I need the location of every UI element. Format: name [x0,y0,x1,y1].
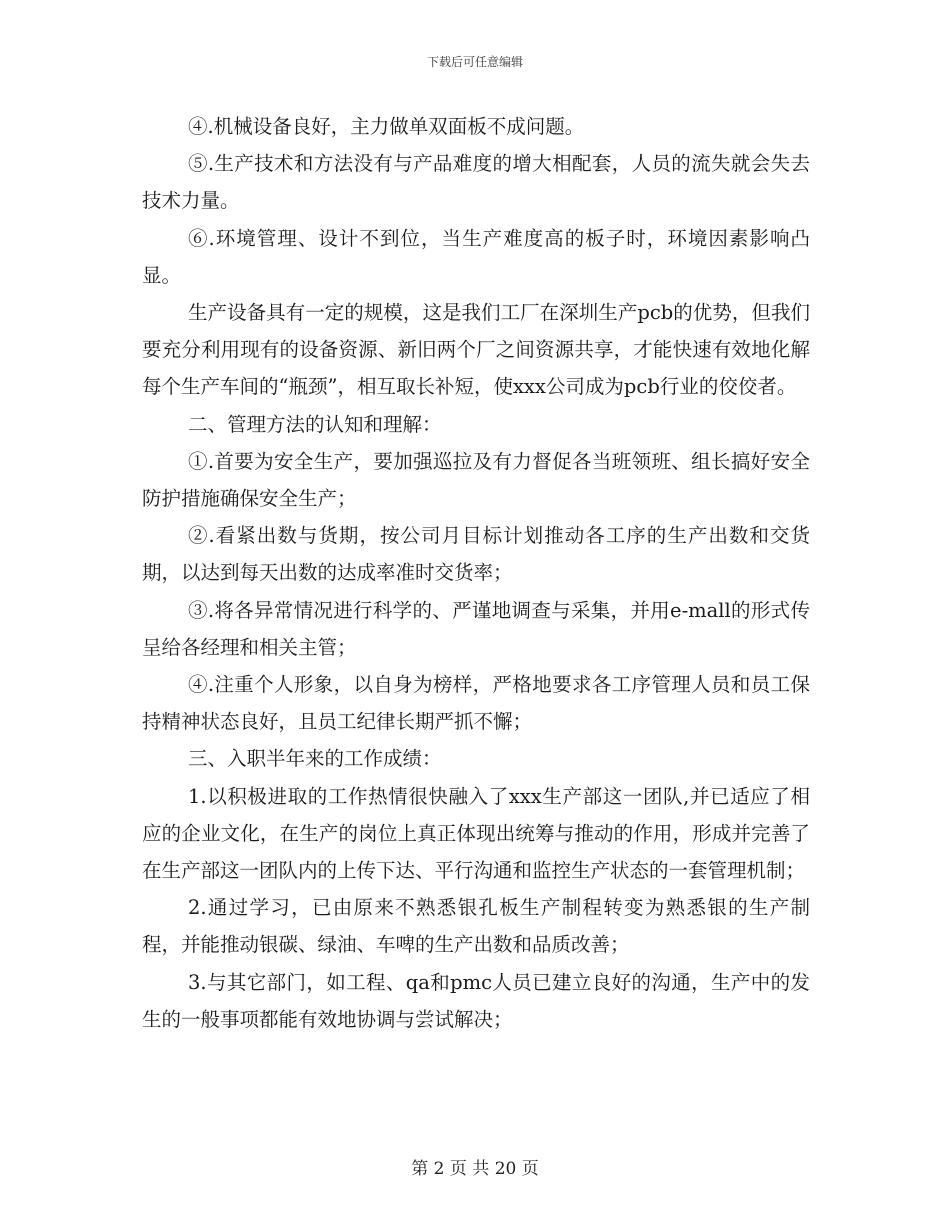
paragraph: 生产设备具有一定的规模，这是我们工厂在深圳生产pcb的优势，但我们要充分利用现有的设备资源、新旧两个厂之间资源共享，才能快速有效地化解每个生产车间的“瓶颈”，相互取长补短，使xxx公司成为pcb行业的佼佼者。 [142,301,810,399]
page-header: 下载后可任意编辑 [426,55,523,69]
paragraph: 2.通过学习，已由原来不熟悉银孔板生产制程转变为熟悉银的生产制程，并能推动银碳、绿油、车啤的生产出数和品质改善； [142,896,810,957]
paragraph: ①.首要为安全生产，要加强巡拉及有力督促各当班领班、组长搞好安全防护措施确保安全生产； [142,449,810,511]
paragraph: ③.将各异常情况进行科学的、严谨地调查与采集，并用e-mall的形式传呈给各经理和相关主管； [142,598,810,659]
paragraph: ④.注重个人形象，以自身为榜样，严格地要求各工序管理人员和员工保持精神状态良好，且员工纪律长期严抓不懈； [142,673,810,734]
document-body [142,108,810,1038]
paragraph: ④.机械设备良好，主力做单双面板不成问题。 [188,115,585,138]
section-heading: 二、管理方法的认知和理解： [188,412,442,436]
paragraph: ⑥.环境管理、设计不到位，当生产难度高的板子时，环境因素影响凸显。 [142,226,810,287]
page-footer: 第 2 页 共 20 页 [411,1159,539,1179]
paragraph: ⑤.生产技术和方法没有与产品难度的增大相配套，人员的流失就会失去技术力量。 [142,152,810,213]
paragraph: 3.与其它部门，如工程、qa和pmc人员已建立良好的沟通，生产中的发生的一般事项都能有效地协调与尝试解决； [142,970,810,1031]
paragraph: ②.看紧出数与货期，按公司月目标计划推动各工序的生产出数和交货期，以达到每天出数的达成率准时交货率； [142,524,810,585]
paragraph: 1.以积极进取的工作热情很快融入了xxx生产部这一团队,并已适应了相应的企业文化，在生产的岗位上真正体现出统筹与推动的作用，形成并完善了在生产部这一团队内的上传下达、平行沟通和监控生产状态的一套管理机制； [142,784,810,883]
section-heading: 三、入职半年来的工作成绩： [188,747,442,771]
